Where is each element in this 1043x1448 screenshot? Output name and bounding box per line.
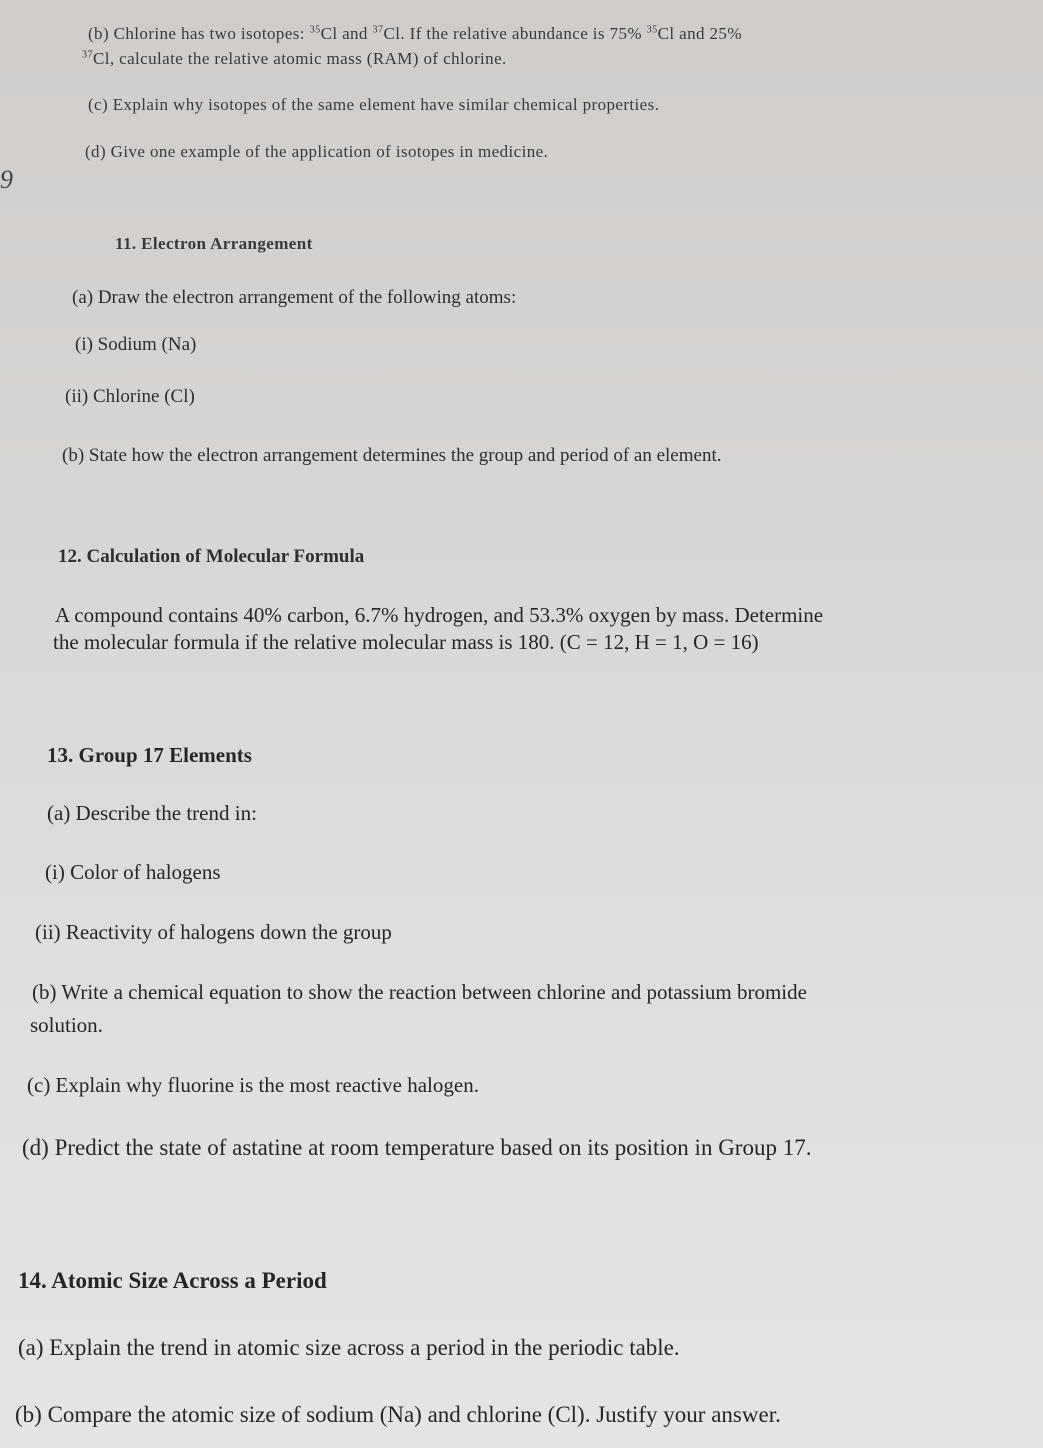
q13a-ii: (ii) Reactivity of halogens down the group [35,920,392,944]
text: Cl and 25% [657,24,742,43]
q12-line1: A compound contains 40% carbon, 6.7% hydrogen, and 53.3% oxygen by mass. Determine [55,603,824,627]
q12-line2: the molecular formula if the relative molecular mass is 180. (C = 12, H = 1, O = 16) [53,630,759,654]
q13a: (a) Describe the trend in: [47,801,257,825]
q13b-line1: (b) Write a chemical equation to show the reaction between chlorine and potassium bromide [32,980,807,1004]
q11a-i: (i) Sodium (Na) [75,334,197,355]
text: Cl. If the relative abundance is 75% [383,24,647,43]
text: Cl and [320,24,373,43]
superscript: 35 [309,24,321,36]
superscript: 37 [372,24,384,36]
q10b-line2 [82,49,507,69]
q12-heading: 12. Calculation of Molecular Formula [58,546,365,567]
q14b: (b) Compare the atomic size of sodium (Na) and chlorine (Cl). Justify your answer. [15,1402,781,1427]
q13-heading: 13. Group 17 Elements [47,743,252,767]
superscript: 35 [646,24,658,36]
q14-heading: 14. Atomic Size Across a Period [18,1268,327,1293]
q10d: (d) Give one example of the application of isotopes in medicine. [85,142,549,161]
q11b: (b) State how the electron arrangement determines the group and period of an element. [62,445,722,466]
q11a: (a) Draw the electron arrangement of the following atoms: [72,287,517,308]
superscript: 37 [82,49,93,61]
handwritten-mark: 9 [0,165,13,194]
q10b-line1 [88,24,742,44]
q11-heading: 11. Electron Arrangement [115,234,313,253]
text: Cl, calculate the relative atomic mass (RAM) of chlorine. [93,49,507,68]
text: (b) Chlorine has two isotopes: [88,24,310,43]
q11a-ii: (ii) Chlorine (Cl) [65,386,195,407]
q13a-i: (i) Color of halogens [45,860,221,884]
q13d: (d) Predict the state of astatine at room temperature based on its position in Group 17. [22,1135,812,1160]
q13b-line2: solution. [30,1013,103,1037]
q14a: (a) Explain the trend in atomic size across a period in the periodic table. [18,1335,680,1360]
q13c: (c) Explain why fluorine is the most reactive halogen. [27,1073,479,1097]
q10c: (c) Explain why isotopes of the same element have similar chemical properties. [88,95,660,114]
